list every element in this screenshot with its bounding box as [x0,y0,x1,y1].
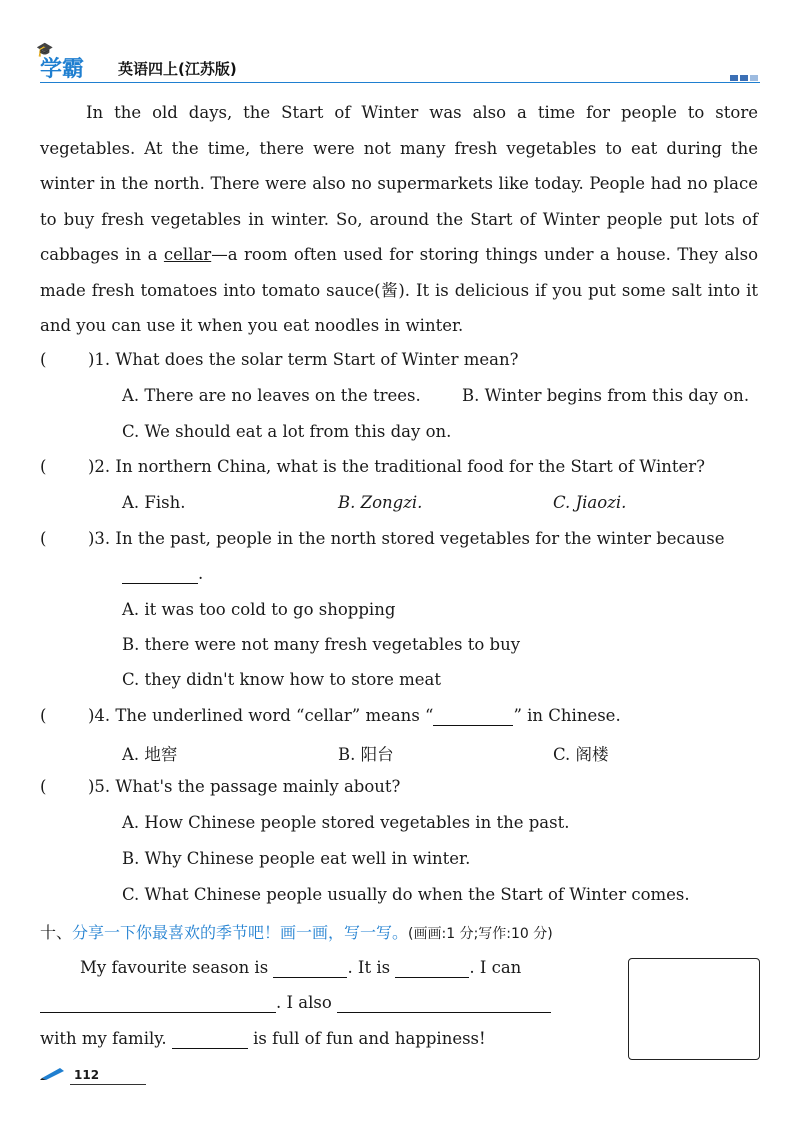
answer-blank[interactable] [433,706,513,726]
underlined-word: cellar [163,245,212,264]
section-number: 十、 [40,923,73,942]
header-rule [40,82,760,83]
option: C. What Chinese people usually do when the Start of Winter comes. [122,885,690,904]
writing-line-1: My favourite season is . It is . I can [80,958,522,977]
drawing-box[interactable] [628,958,760,1060]
reading-passage [40,95,758,344]
option: B. Why Chinese people eat well in winter. [122,849,471,868]
passage-text-2: —a room often used for storing things under a house. They also made fresh tomatoes into tomato sauce(酱). It is delicious if you put some salt into it and you can use it when you eat noodles in winter. [40,245,758,335]
answer-blank[interactable]: . [122,564,203,584]
option: A. 地窖 [122,745,178,764]
option: C. Jiaozi. [553,493,627,512]
option: B. there were not many fresh vegetables to buy [122,635,521,654]
option: C. We should eat a lot from this day on. [122,422,452,441]
option: A. How Chinese people stored vegetables in the past. [122,813,570,832]
option: C. 阁楼 [553,745,609,764]
option: A. it was too cold to go shopping [122,600,396,619]
question-stem: )5. What's the passage mainly about? [88,777,401,796]
writing-blank[interactable] [172,1029,248,1049]
section-title: 分享一下你最喜欢的季节吧！画一画，写一写。 [72,923,409,942]
option: B. Zongzi. [338,493,423,512]
question-stem-end: ” in Chinese. [513,706,621,725]
question-stem: )1. What does the solar term Start of Winter mean? [88,350,519,369]
section-score: (画画:1 分;写作:10 分) [408,926,553,942]
pencil-icon [40,1068,66,1080]
question-stem: )4. The underlined word “cellar” means “ [88,706,434,725]
option: A. There are no leaves on the trees. [122,386,421,405]
writing-blank[interactable] [273,958,347,978]
page-header [36,42,760,86]
page-number: 112 [74,1068,100,1082]
section-heading [40,920,553,943]
option: B. Winter begins from this day on. [462,386,750,405]
passage-text-1: In the old days, the Start of Winter was also a time for people to store vegetables. At the time, there were not many fresh vegetables to eat during the winter in the north. There were also no supermarkets like today. People had no place to buy fresh vegetables in winter. So, around the Start of Winter people put lots of cabbages in a [40,103,758,264]
brand-logo [36,42,85,83]
question-stem: )3. In the past, people in the north stored vegetables for the winter because [88,529,725,548]
book-title: 英语四上(江苏版) [118,60,237,78]
option: C. they didn't know how to store meat [122,670,442,689]
brand-logo-text: 学霸 [40,57,85,82]
writing-line-2: . I also [40,993,551,1013]
option: A. Fish. [122,493,186,512]
writing-line-3: with my family. is full of fun and happiness! [40,1029,486,1048]
writing-blank[interactable] [337,993,551,1013]
graduation-cap-icon: 🎓 [36,42,54,58]
question-stem: )2. In northern China, what is the traditional food for the Start of Winter? [88,457,706,476]
writing-blank[interactable] [395,958,469,978]
writing-blank[interactable] [40,993,276,1013]
option: B. 阳台 [338,745,394,764]
